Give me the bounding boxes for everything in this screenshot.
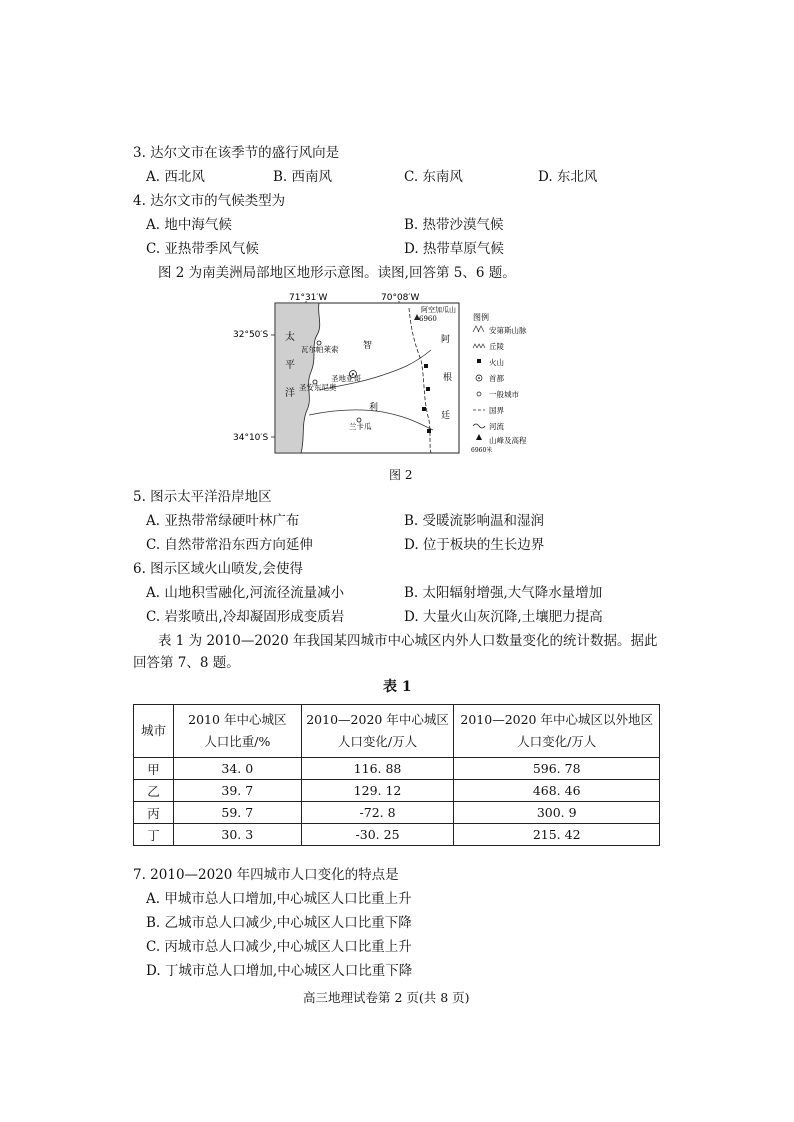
question-6-option-b[interactable]: B. 太阳辐射增强,大气降水量增加 — [404, 585, 603, 601]
volcano-symbol — [424, 364, 428, 368]
table-intro-line-1: 表 1 为 2010—2020 年我国某四城市中心城区内外人口数量变化的统计数据。据此 — [158, 633, 658, 649]
terrain-map-figure — [233, 290, 553, 460]
volcano-symbol — [422, 407, 426, 411]
legend-peak-sample: 6960米 — [471, 447, 493, 454]
question-5-option-d[interactable]: D. 位于板块的生长边界 — [404, 537, 545, 553]
legend-capital: 首都 — [489, 374, 504, 383]
legend-title: 图例 — [473, 313, 489, 322]
figure-intro: 图 2 为南美洲局部地区地形示意图。读图,回答第 5、6 题。 — [158, 265, 516, 281]
question-4-option-d[interactable]: D. 热带草原气候 — [404, 241, 504, 257]
question-5-option-c[interactable]: C. 自然带常沿东西方向延伸 — [146, 537, 313, 553]
legend-border: 国界 — [489, 406, 504, 415]
table-cell: 300. 9 — [454, 802, 660, 824]
figure-caption: 图 2 — [389, 468, 413, 482]
table-title: 表 1 — [383, 679, 412, 695]
ocean-label-char-3: 洋 — [285, 388, 295, 399]
table-cell: 59. 7 — [173, 802, 301, 824]
map-longitude-right: 70°08′W — [381, 293, 420, 303]
volcano-symbol — [427, 429, 431, 433]
header-city: 城市 — [134, 705, 174, 758]
legend-peak: 山峰及高程 — [489, 436, 527, 445]
region-char: 廷 — [441, 411, 451, 421]
table-cell: 39. 7 — [173, 780, 301, 802]
question-7-option-d[interactable]: D. 丁城市总人口增加,中心城区人口比重下降 — [146, 963, 413, 979]
city-santiago: 圣地亚哥 — [331, 374, 361, 383]
question-6-stem: 6. 图示区域火山喷发,会使得 — [133, 561, 303, 577]
region-char: 利 — [369, 403, 379, 413]
header-outer-change: 2010—2020 年中心城区以外地区 人口变化/万人 — [454, 705, 660, 758]
population-table — [133, 704, 660, 846]
question-3-option-c[interactable]: C. 东南风 — [404, 169, 463, 185]
region-char: 阿 — [441, 335, 451, 345]
question-3-option-b[interactable]: B. 西南风 — [273, 169, 333, 185]
table-cell: 甲 — [134, 758, 174, 780]
question-3-option-a[interactable]: A. 西北风 — [146, 169, 205, 185]
question-6-option-a[interactable]: A. 山地积雪融化,河流径流量减小 — [146, 585, 345, 601]
question-6-option-d[interactable]: D. 大量火山灰沉降,土壤肥力提高 — [404, 609, 603, 625]
region-char: 根 — [443, 373, 453, 383]
header-center-change: 2010—2020 年中心城区 人口变化/万人 — [301, 705, 454, 758]
peak-height: 6960 — [419, 315, 437, 323]
header-share-2010: 2010 年中心城区 人口比重/% — [173, 705, 301, 758]
question-7-option-b[interactable]: B. 乙城市总人口减少,中心城区人口比重下降 — [146, 915, 412, 931]
ocean-label-char-2: 平 — [285, 360, 295, 371]
city-san-antonio: 圣安东尼奥 — [299, 383, 337, 392]
table-cell: -72. 8 — [301, 802, 454, 824]
question-7-option-a[interactable]: A. 甲城市总人口增加,中心城区人口比重上升 — [146, 891, 412, 907]
legend-hills: 丘陵 — [489, 342, 504, 351]
table-row — [134, 758, 660, 780]
table-cell: 34. 0 — [173, 758, 301, 780]
question-5-stem: 5. 图示太平洋沿岸地区 — [133, 489, 272, 505]
table-header-row — [134, 705, 660, 758]
map-longitude-left: 71°31′W — [289, 293, 328, 303]
table-cell: 30. 3 — [173, 824, 301, 846]
question-5-option-a[interactable]: A. 亚热带常绿硬叶林广布 — [146, 513, 300, 529]
table-intro-line-2: 回答第 7、8 题。 — [133, 655, 240, 671]
table-cell: 215. 42 — [454, 824, 660, 846]
question-7-option-c[interactable]: C. 丙城市总人口减少,中心城区人口比重上升 — [146, 939, 412, 955]
question-3-stem: 3. 达尔文市在该季节的盛行风向是 — [133, 145, 340, 161]
page-footer: 高三地理试卷第 2 页(共 8 页) — [303, 990, 470, 1005]
table-cell: 116. 88 — [301, 758, 454, 780]
table-row — [134, 824, 660, 846]
legend-city: 一般城市 — [489, 390, 519, 399]
table-row — [134, 802, 660, 824]
map-latitude-top: 32°50′S — [233, 330, 269, 340]
legend-volcano: 火山 — [489, 358, 504, 367]
ocean-label-char-1: 太 — [285, 332, 295, 343]
table-cell: 丁 — [134, 824, 174, 846]
region-char: 智 — [363, 341, 373, 351]
question-4-stem: 4. 达尔文市的气候类型为 — [133, 193, 286, 209]
table-cell: 丙 — [134, 802, 174, 824]
volcano-symbol — [426, 387, 430, 391]
legend-andes: 安第斯山脉 — [489, 326, 527, 335]
question-6-option-c[interactable]: C. 岩浆喷出,冷却凝固形成变质岩 — [146, 609, 345, 625]
table-row — [134, 780, 660, 802]
legend-river: 河流 — [489, 422, 504, 431]
table-cell: 596. 78 — [454, 758, 660, 780]
question-5-option-b[interactable]: B. 受暖流影响温和湿润 — [404, 513, 545, 529]
map-latitude-bottom: 34°10′S — [233, 433, 269, 443]
table-cell: 129. 12 — [301, 780, 454, 802]
city-rancagua: 兰卡瓜 — [349, 422, 372, 431]
table-cell: 乙 — [134, 780, 174, 802]
peak-name: 阿空加瓜山 — [421, 306, 456, 314]
question-7-stem: 7. 2010—2020 年四城市人口变化的特点是 — [133, 867, 399, 883]
question-3-option-d[interactable]: D. 东北风 — [538, 169, 598, 185]
map-legend — [471, 325, 527, 454]
question-4-option-a[interactable]: A. 地中海气候 — [146, 217, 232, 233]
city-valparaiso: 瓦尔帕莱索 — [301, 345, 339, 354]
table-cell: 468. 46 — [454, 780, 660, 802]
question-4-option-c[interactable]: C. 亚热带季风气候 — [146, 241, 259, 257]
table-cell: -30. 25 — [301, 824, 454, 846]
question-4-option-b[interactable]: B. 热带沙漠气候 — [404, 217, 504, 233]
